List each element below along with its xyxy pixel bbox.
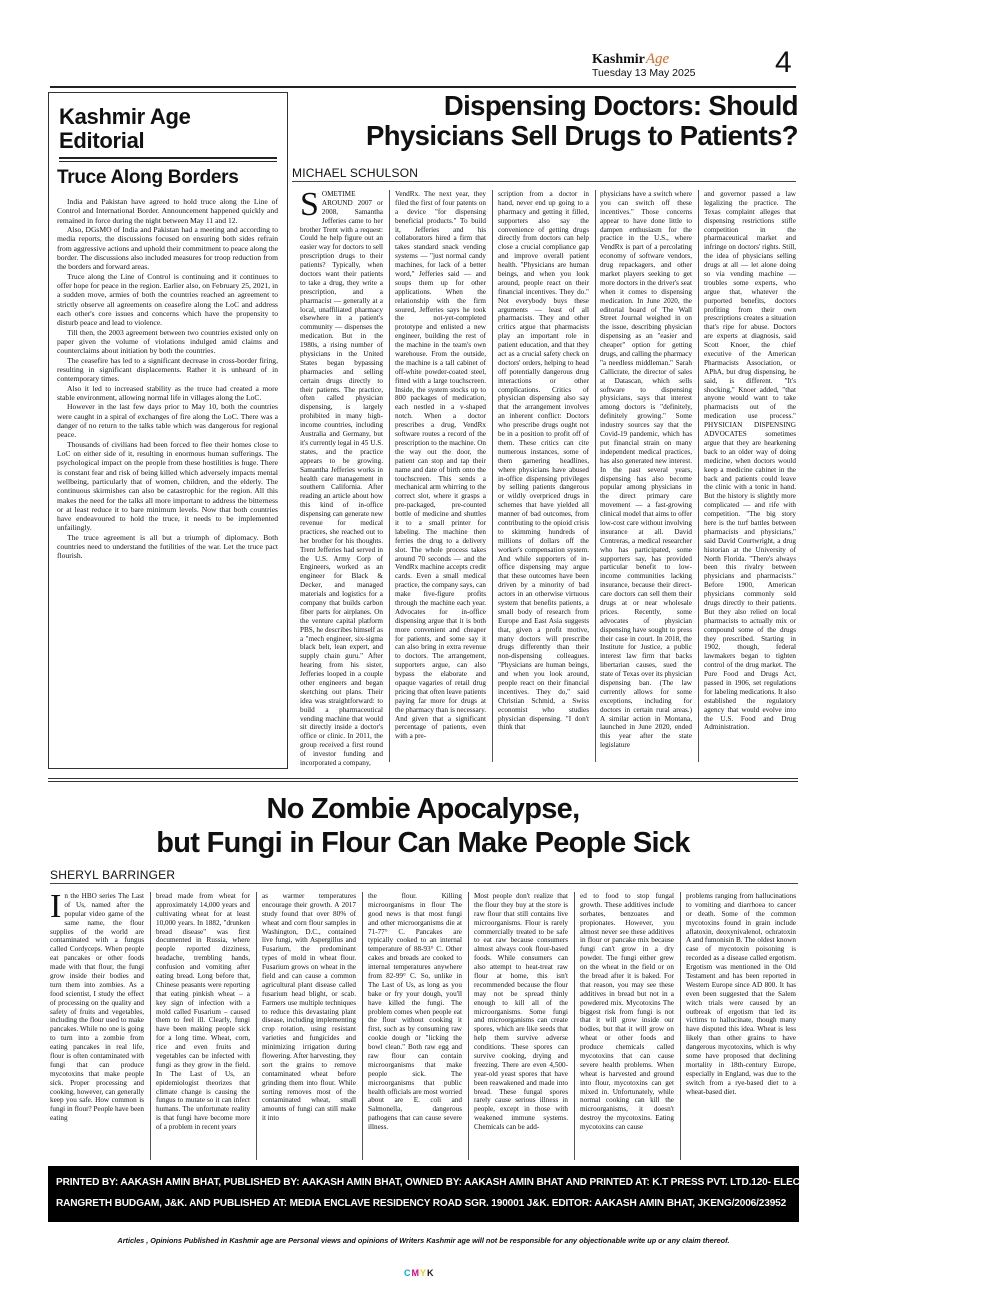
article1-column-3 — [498, 190, 589, 760]
logo-age: Age — [645, 51, 670, 67]
masthead-logo — [592, 50, 669, 68]
imprint-line-2: RANGRETH BUDGAM, J&K. AND PUBLISHED AT: MEDIA ENCLAVE RESIDENCY ROAD SGR. 190001 J&K. EDITOR: AAKASH AMIN BHAT, JKENG/2006/23952 — [56, 1198, 787, 1209]
editorial-body — [57, 197, 278, 762]
article2-headline-line2: but Fungi in Flour Can Make People Sick — [156, 827, 690, 859]
article2-col3-text: as warmer temperatures encourage their growth. A 2017 study found that over 80% of wheat and corn flour samples in Washington, D.C., contained live fungi, with Aspergillus and Fusarium, the predominant types of mold in wheat flour. Fusarium grows on wheat in the field and can cause a common agricultural plant disease called fusarium head blight, or scab. Farmers use multiple techniques to reduce this devastating plant disease, including implementing crop rotation, using resistant varieties and fungicides and minimizing irrigation during flowering. After harvesting, they sort the grains to remove contaminated wheat before grinding them into flour. While sorting removes most of the contaminated wheat, small amounts of fungi can still make it into — [262, 892, 357, 1123]
article2-col5-text: Most people don't realize that the flour they buy at the store is raw flour that still contains live microorganisms. Flour is rarely commercially treated to be safe to eat raw because consumers almost always cook flour-based foods. While consumers can also attempt to heat-treat raw flour at home, this isn't recommended because the flour may not be spread thinly enough to kill all of the microorganisms. Some fungi and microorganisms can create spores, which are like seeds that help them survive adverse conditions. These spores can survive cooking, drying and freezing. There are even 4,500-year-old yeast spores that have been reawakened and made into bread. These fungal spores rarely cause serious illness in people, except in those with weakened immune systems. Chemicals can be add- — [474, 892, 568, 1132]
editorial-box — [48, 92, 288, 769]
article1-byline: MICHAEL SCHULSON — [292, 166, 419, 180]
article2-col-rule — [256, 892, 257, 1160]
article2-byline-rule — [50, 883, 798, 884]
article1-col2-text: VendRx. The next year, they filed the first of four patents on a device "for dispensing beneficial products." To build it, Jefferies and his collaborators hired a firm that takes standard snack vending systems — "just normal candy machines, for lack of a better word," Jefferies said — and soups them up for other applications. When the relationship with the firm soured, Jefferies says he took the not-yet-completed prototype and enlisted a new engineer, building the rest of the machine in the team's own warehouse. From the outside, the machine is a tall cabinet of off-white powder-coated steel, fitted with a large touchscreen. Inside, the system stocks up to 800 packages of medication, each nestled in a v-shaped notch. When a doctor prescribes a drug, VendRx software routes a record of the prescription to the machine. On the way out the door, the patient can stop and tap their name and date of birth onto the touchscreen. This sends a mechanical arm whirring to the correct slot, where it grasps a pre-packaged, pre-counted bottle of medicine and shuttles it to a small printer for labeling. The machine then ferries the drug to a delivery slot. The whole process takes around 70 seconds — and the VendRx machine accepts credit cards. Even a small medical practice, the company says, can make five-figure profits through the machine each year. Advocates for in-office dispensing argue that it is both more convenient and cheaper for patients, and some say it can also bring in extra revenue to doctors. The arrangement, supporters argue, can also bypass the elaborate and opaque vagaries of retail drug pricing that often leave patients paying far more for drugs at the pharmacy than is necessary. And given that a significant percentage of patients, even with a pre- — [395, 190, 487, 741]
article2-col6-text: ed to food to stop fungal growth. These additives include sorbates, benzoates and propionates. However, you almost never see these additives in flour or pancake mix because fungi can't grow in a dry powder. The fungi either grew on the wheat in the field or on the bread after it is baked. For that reason, you may see these additives in bread but not in a powdered mix. Mycotoxins The biggest risk from fungi is not that it will grow inside our bodies, but that it will grow on wheat or other foods and produce chemicals called mycotoxins that can cause severe health problems. When wheat is harvested and ground into flour, mycotoxins can get mixed in. Unfortunately, while normal cooking can kill the microorganisms, it doesn't destroy the mycotoxins. Eating mycotoxins can cause — [580, 892, 674, 1132]
editorial-section-title — [59, 105, 191, 153]
article2-col-rule — [574, 892, 575, 1160]
article1-column-1 — [300, 186, 383, 767]
article1-column-2 — [395, 190, 486, 760]
editorial-paragraph: Truce along the Line of Control is continuing and it continues to offer hope for peace in the region. Earlier also, on February 25, 2021, in a sudden move, armies of both the countries reached an agreement to strictly observe all agreements on ceasefire along the LoC and address each other's core issues and concerns which have the propensity to disturb peace and lead to violence. — [57, 271, 278, 328]
article1-col1-text: OMETIME AROUND 2007 or 2008, Samantha Jefferies came to her brother Trent with a request: Could he help figure out an easier way for doctors to sell prescription drugs to their patients? Typically, when doctors want their patients to take a drug, they write a prescription, and a pharmacist — generally at a local, unaffiliated pharmacy elsewhere in a patient's community — dispenses the medication. But in the 1980s, a rising number of physicians in the United States began bypassing pharmacies and selling certain drugs directly to their patients. The practice, often called physician dispensing, is largely prohibited in many high-income countries, including Australia and Germany, but it's currently legal in 45 U.S. states, and the practice appears to be growing. Samantha Jefferies works in health care management in southern California. After reading an article about how this kind of in-office dispensing can generate new revenue for medical practices, she reached out to her brother for his thoughts. Trent Jefferies had served in the U.S. Army Corp of Engineers, worked as an engineer for Black & Decker, and managed materials and logistics for a company that builds carbon fiber parts for airplanes. On the venture capital platform PBS, he describes himself as a "mech engineer, six-sigma black belt, lean expert, and supply chain guru." After hearing from his sister, Jefferies looped in a couple other engineers and began sketching out plans. Their idea was straightforward: to build a pharmaceutical vending machine that would sit directly inside a doctor's office or clinic. In 2011, the group received a first round of investor funding and incorporated a company, — [300, 190, 383, 767]
article1-dropcap: S — [300, 186, 319, 223]
article1-col-rule — [698, 190, 699, 762]
article2-col-rule — [150, 892, 151, 1160]
cmyk-c: C — [404, 1268, 412, 1278]
page-number: 4 — [775, 46, 792, 79]
article2-col2-text: bread made from wheat for approximately 14,000 years and cultivating wheat for at least 10,000 years. In 1882, "drunken bread disease" was first documented in Russia, where people reported dizziness, headache, trembling hands, confusion and vomiting after eating bread. Long before that, Chinese peasants were reporting that eating pinkish wheat – a key sign of infection with a mold called Fusarium – caused them to feel ill. Clearly, fungi have been making people sick for a long time. Wheat, corn, rice and even fruits and vegetables can be infected with fungi as they grow in the field. In The Last of Us, an epidemiologist theorizes that climate change is causing the fungus to mutate so it can infect humans. The unfortunate reality is that fungi have become more of a problem in recent years — [156, 892, 250, 1132]
article2-column-2 — [156, 892, 250, 1160]
article2-column-5 — [474, 892, 568, 1160]
article2-column-6 — [580, 892, 674, 1160]
article1-byline-rule — [292, 181, 796, 182]
article2-column-3 — [262, 892, 356, 1160]
article2-column-1 — [50, 888, 144, 1160]
article2-col-rule — [468, 892, 469, 1160]
editorial-paragraph: The ceasefire has led to a significant decrease in cross-border firing, resulting in significant displacements. Rather it is unheard of in contemporary times. — [57, 355, 278, 384]
editorial-paragraph: Also, DGsMO of India and Pakistan had a meeting and according to media reports, the discussions focused on ensuring both sides refrain from aggressive actions and uphold their commitment to peace along the border. The discussions also included measures for troop reduction from the borders and forward areas. — [57, 224, 278, 272]
editorial-paragraph: Also it led to increased stability as the truce had created a more stable environment, allowing normal life in villages along the LoC. — [57, 383, 278, 402]
cmyk-y: Y — [420, 1268, 428, 1278]
article2-dropcap: I — [50, 888, 62, 925]
editorial-headline: Truce Along Borders — [57, 167, 239, 188]
article1-column-4 — [600, 190, 692, 760]
logo-kashmir: Kashmir — [592, 52, 645, 67]
imprint-line-1: PRINTED BY: AAKASH AMIN BHAT, PUBLISHED BY: AAKASH AMIN BHAT, OWNED BY: AAKASH AMIN BHAT AND PRINTED AT: K.T PRESS PVT. LTD.120- ELECTRONIC COMPLEX INDUSTRIAL ESTATE — [56, 1177, 991, 1188]
section-separator — [48, 778, 798, 782]
article1-headline — [292, 91, 798, 151]
editorial-title-line1: Kashmir Age — [59, 104, 191, 129]
editorial-paragraph: India and Pakistan have agreed to hold truce along the Line of Control and International Border. Announcement happened quickly and remained in force during the night between May 11 and 12. — [57, 197, 278, 225]
issue-date: Tuesday 13 May 2025 — [592, 67, 696, 79]
editorial-paragraph: The truce agreement is all but a triumph of diplomacy. Both countries need to understand the futilities of the war. Let the truce pact flourish. — [57, 532, 278, 561]
masthead-rule — [50, 86, 796, 88]
cmyk-k: K — [427, 1268, 435, 1278]
article1-headline-line1: Dispensing Doctors: Should — [443, 90, 798, 121]
cmyk-m: M — [411, 1268, 420, 1278]
article1-col5-text: and governor passed a law legalizing the practice. The Texas complaint alleges that dispensing restrictions stifle competition in the pharmaceutical market and infringe on doctors' rights. Still, the idea of physicians selling drugs at all — let alone doing so via vending machine — troubles some experts, who argue that, whatever the purported benefits, doctors profiting from their own prescriptions creates a situation that's ripe for abuse. Doctors are experts at diagnosis, said Scott Knoer, the chief executive of the American Pharmacists Association, or APhA, but drug dispensing, he said, is different. "It's shocking," Knoer added, "that anyone would want to take pharmacists out of the medication use process." PHYSICIAN DISPENSING ADVOCATES sometimes argue that they are hearkening back to an older way of doing medicine, when doctors would keep a medicine cabinet in the back and patients could leave the clinic with a tonic in hand. But the history is slightly more complicated — and rife with competition. "The big story here is the turf battles between pharmacists and physicians," said David Courtwright, a drug historian at the University of North Florida. "There's always been this rivalry between physicians and pharmacists." Before 1900, American physicians commonly sold drugs directly to their patients. But they also relied on local pharmacists to actually mix or compound some of the drugs they prescribed. Starting in 1902, though, federal lawmakers began to tighten control of the drug market. The Pure Food and Drugs Act, passed in 1906, set regulations for labeling medications. It also established the regulatory agency that would evolve into the U.S. Food and Drug Administration. — [704, 190, 796, 732]
imprint-bar — [48, 1166, 991, 1222]
editorial-paragraph: However in the last few days prior to May 10, both the countries were caught in a spiral of exchanges of fire along the LoC. There was a danger of no return to the talks table which was dangerous for regional peace. — [57, 402, 278, 440]
editorial-paragraph: Till then, the 2003 agreement between two countries existed only on paper given the volume of violations indulged amid claims and counterclaims about initiation by both the countries. — [57, 327, 278, 356]
article1-col-rule — [595, 190, 596, 762]
editorial-paragraph: Thousands of civilians had been forced to flee their homes close to LoC on either side of it, resulting in enormous human sufferings. The psychological impact on the people from these hostilities is huge. There is constant fear and risk of being killed which adversely impacts mental wellbeing, particularly that of women, children, and the elderly. The continuous skirmishes can also be catastrophic for the region. All this makes the need for the talks all more important to address the bitterness or at least reduce it to bare minimum levels. Now that both countries have endeavoured to hold the truce, it needs to be implemented unfailingly. — [57, 439, 278, 533]
article2-col-rule — [680, 892, 681, 1160]
article1-col4-text: physicians have a switch where you can switch off these incentives." Those concerns appear to have done little to dampen enthusiasm for the practice in the U.S., where VendRx is part of a percolating economy of software vendors, drug repackagers, and other market players seeking to get more doctors in the driver's seat when it comes to dispensing medication. In June 2020, the editorial board of The Wall Street Journal weighed in on the issue, describing physician dispensing as an "easier and cheaper" option for getting drugs, and calling the pharmacy "a needless middleman." Sarah Callicrate, the director of sales at Datascan, which sells software to dispensing physicians, says that interest among doctors is "definitely, definitely growing." Some industry sources say that the Covid-19 pandemic, which has put financial strain on many independent medical practices, has also generated new interest. In the past several years, dispensing has also become popular among physicians in the direct primary care movement — a fast-growing clinical model that aims to offer low-cost care without involving insurance at all. David Contreras, a medical researcher who has participated, some supporters say, has provided particular benefit to low-income communities lacking insurance, because their direct-care doctors can sell them their drugs at or near wholesale prices. Recently, some advocates of physician dispensing have sought to press their case in court. In 2018, the Institute for Justice, a public interest law firm that backs libertarian causes, sued the state of Texas over its physician dispensing ban. (The law currently allows for some exceptions, including for doctors in certain rural areas.) A similar action in Montana, launched in June 2020, ended this year after the state legislature — [600, 190, 693, 750]
article1-col3-text: scription from a doctor in hand, never end up going to a pharmacy and getting it filled, supporters also say the convenience of getting drugs directly from doctors can help close a crucial compliance gap and improve overall patient health. "Physicians are human beings, and when you look around, people react on their financial incentives. They do." Not everybody buys these arguments — least of all pharmacists. They and other critics argue that pharmacists play an important role in patient education, and that they act as a crucial safety check on doctors' orders, helping to head off potentially dangerous drug interactions or other complications. Critics of physician dispensing also say that the arrangement involves an inherent conflict: Doctors who prescribe drugs ought not be in a position to profit off of them. These critics can cite numerous instances, some of them garnering headlines, where physicians have abused in-office dispensing privileges by selling patients dangerous or wildly overpriced drugs in schemes that have yielded all manner of bad outcomes, from contributing to the opioid crisis to skimming hundreds of millions of dollars off the worker's compensation system. And while supporters of in-office dispensing may argue that these outcomes have been driven by a minority of bad actors in an otherwise virtuous system that benefits patients, a small body of research from Europe and East Asia suggests that, given a profit motive, many doctors will prescribe drugs differently than their non-dispensing colleagues. "Physicians are human beings, and when you look around, people react on their financial incentives. They do," said Christian Schmid, a Swiss economist who studies physician dispensing. "I don't think that — [498, 190, 589, 732]
editorial-title-line2: Editorial — [59, 128, 145, 153]
article2-headline — [48, 792, 798, 860]
article2-column-7 — [686, 892, 796, 1160]
article2-byline: SHERYL BARRINGER — [50, 868, 176, 882]
article2-col7-text: problems ranging from hallucinations to vomiting and diarrhoea to cancer or death. Some of the common mycotoxins found in grain include aflatoxin, deoxynivalenol, ochratoxin A and fumonisin B. The oldest known case of mycotoxin poisoning is recorded as a disease called ergotism. Ergotism was mentioned in the Old Testament and has been reported in Western Europe since AD 800. It has even been suggested that the Salem witch trials were caused by an outbreak of ergotism that led its victims to hallucinate, though many have disputed this idea. Wheat is less likely than other grains to have dangerous mycotoxins, which is why some have proposed that declining mortality in 18th-century Europe, especially in England, was due to the switch from a rye-based diet to a wheat-based diet. — [686, 892, 796, 1096]
article2-col4-text: the flour. Killing microorganisms in flour The good news is that most fungi and other microorganisms die at 71-77° C. Pancakes are typically cooked to an internal temperature of 88-93° C. Other cakes and breads are cooked to internal temperatures anywhere from 82-99° C. So, unlike in The Last of Us, as long as you bake or fry your dough, you'll have killed the fungi. The problem comes when people eat the flour without cooking it first, such as by consuming raw cookie dough or "licking the bowl clean." Both raw egg and raw flour can contain microorganisms that make people sick. The microorganisms that public health officials are most worried about are E. coli and Salmonella, dangerous pathogens that can cause severe illness. — [368, 892, 462, 1132]
disclaimer: Articles , Opinions Published in Kashmir age are Personal views and opinions of Writers Kashmir age will not be responsible for any objectionable write up or any claim thereof. — [117, 1236, 730, 1245]
article2-column-4 — [368, 892, 462, 1160]
article2-headline-line1: No Zombie Apocalypse, — [266, 793, 580, 825]
article2-col1-text: n the HBO series The Last of Us, named after the popular video game of the same name, the flour supplies of the world are contaminated with a fungus called Cordyceps. When people eat pancakes or other foods made with that flour, the fungi grow inside their bodies and turn them into zombies. As a food scientist, I study the effect of processing on the quality and safety of fruits and vegetables, including the flour used to make pancakes. While no one is going to turn into a zombie from eating pancakes in real life, flour is often contaminated with fungi that can produce mycotoxins that make people sick. Proper processing and cooking, however, can generally keep you safe. How common is fungi in flour? People have been eating — [50, 892, 144, 1123]
article1-headline-line2: Physicians Sell Drugs to Patients? — [366, 120, 798, 151]
article1-column-5 — [704, 190, 796, 760]
editorial-divider-2 — [59, 161, 277, 162]
article1-col-rule — [492, 190, 493, 762]
article1-col-rule — [389, 190, 390, 762]
cmyk-marker — [404, 1268, 435, 1278]
editorial-divider — [59, 157, 277, 159]
masthead — [592, 46, 792, 84]
article2-col-rule — [362, 892, 363, 1160]
